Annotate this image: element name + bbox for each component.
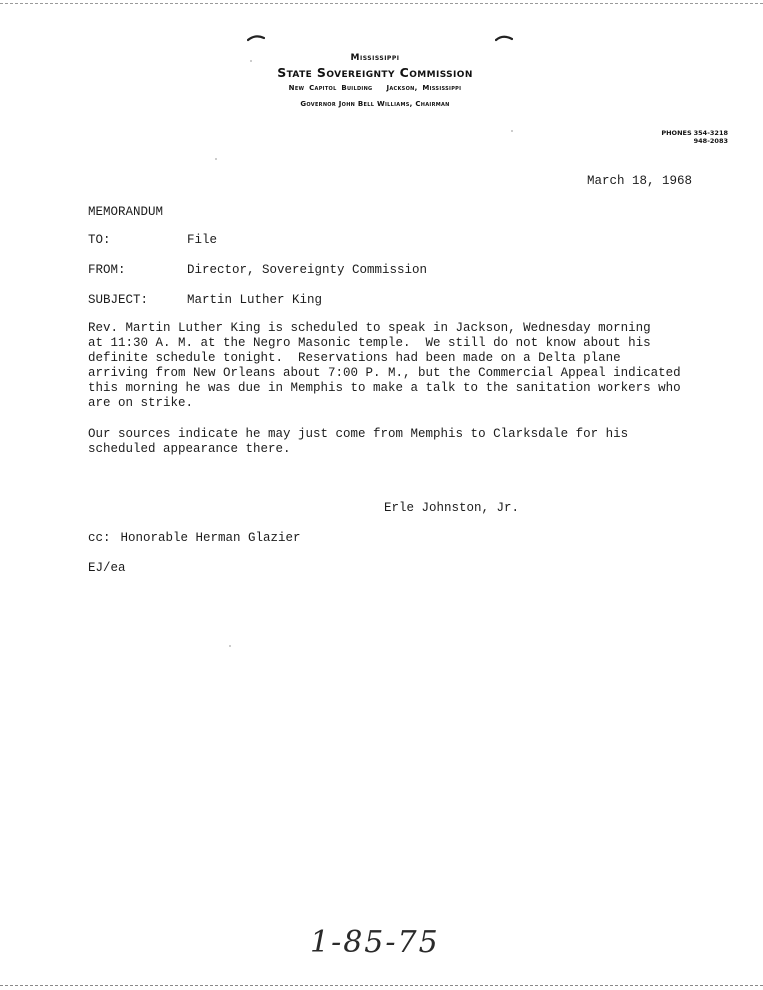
cc-line: [88, 531, 301, 546]
letterhead: [230, 52, 520, 111]
handwritten-file-number: 1-85-75: [310, 925, 440, 960]
letterhead-address: [230, 82, 520, 94]
subject-value: Martin Luther King: [187, 293, 323, 307]
subject-label: SUBJECT:: [88, 293, 149, 307]
page-top-edge: [0, 3, 763, 4]
letterhead-city: Jackson, Mississippi: [386, 84, 462, 92]
cc-label: cc:: [88, 531, 111, 545]
scan-speck: [250, 60, 252, 62]
from-value: Director, Sovereignty Commission: [187, 263, 428, 277]
to-value: File: [187, 233, 218, 247]
letterhead-governor: Governor John Bell Williams, Chairman: [300, 100, 450, 108]
letterhead-commission: State Sovereignty Commission: [277, 65, 473, 80]
scan-speck: [511, 130, 513, 132]
page-bottom-edge: [0, 985, 763, 986]
to-label: TO:: [88, 233, 111, 247]
letterhead-building: New Capitol Building: [288, 84, 373, 92]
from-label: FROM:: [88, 263, 126, 277]
letterhead-state: Mississippi: [350, 53, 400, 63]
phone-numbers: [610, 129, 728, 145]
memo-paragraph-1: Rev. Martin Luther King is scheduled to speak in Jackson, Wednesday morning at 11:30 A. M. at the Negro Masonic temple. We still do not know about his definite schedule tonight. Reservations had been made on a Delta plane arriving from New Orleans about 7:00 P. M., but the Commercial Appeal indicated this morning he was due in Memphis to make a talk to the sanitation workers who are on strike.: [88, 321, 681, 410]
cc-recipient: Honorable Herman Glazier: [120, 531, 301, 545]
memo-heading: MEMORANDUM: [88, 205, 164, 219]
signature: Erle Johnston, Jr.: [384, 501, 520, 515]
corner-mark-left-icon: [247, 33, 265, 43]
phone-2: 948-2083: [693, 137, 728, 145]
scan-speck: [229, 645, 231, 647]
memo-paragraph-2: Our sources indicate he may just come from Memphis to Clarksdale for his scheduled appearance there.: [88, 427, 629, 456]
corner-mark-right-icon: [495, 33, 513, 43]
scan-speck: [215, 158, 217, 160]
memo-date: March 18, 1968: [587, 174, 693, 188]
phones-label: PHONES: [661, 129, 692, 137]
typist-initials: EJ/ea: [88, 561, 126, 575]
phone-1: 354-3218: [693, 129, 728, 137]
